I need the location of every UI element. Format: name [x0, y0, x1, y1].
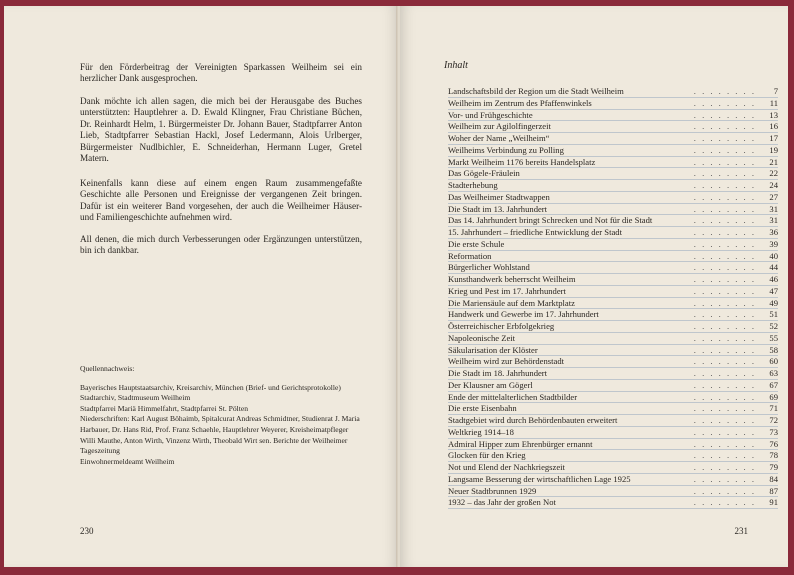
toc-entry-title: Die Mariensäule auf dem Marktplatz	[448, 297, 575, 308]
toc-entry-title: Die erste Eisenbahn	[448, 403, 517, 414]
toc-entry	[448, 427, 778, 439]
sources-section	[80, 364, 362, 467]
toc-entry-title: Landschaftsbild der Region um die Stadt Weilheim	[448, 86, 624, 96]
toc-leader-dots: . . . . . . . .	[693, 450, 756, 461]
toc-entry	[448, 262, 778, 274]
toc-entry-page: 31	[769, 203, 778, 214]
toc-entry-title: Das Gögele-Fräulein	[448, 168, 520, 179]
toc-entry-page: 27	[769, 191, 778, 202]
toc-entry	[448, 356, 778, 368]
toc-entry-page: 21	[769, 156, 778, 167]
toc-leader-dots: . . . . . . . .	[693, 180, 756, 190]
toc-entry-page: 91	[769, 497, 778, 508]
toc-entry-title: Stadterhebung	[448, 180, 498, 190]
toc-leader-dots: . . . . . . . .	[693, 473, 756, 484]
toc-entry-page: 39	[769, 238, 778, 249]
toc-leader-dots: . . . . . . . .	[693, 156, 756, 167]
toc-entry-title: Markt Weilheim 1176 bereits Handelsplatz	[448, 156, 596, 167]
toc-entry-page: 49	[769, 297, 778, 308]
toc-leader-dots: . . . . . . . .	[693, 321, 756, 331]
toc-entry-page: 31	[769, 215, 778, 226]
toc-entry-title: Das Weilheimer Stadtwappen	[448, 191, 550, 202]
source-entry: Einwohnermeldeamt Weilheim	[80, 456, 175, 466]
toc-entry-title: Weltkrieg 1914–18	[448, 426, 514, 437]
source-entry: Bayerisches Hauptstaatsarchiv, Kreisarchiv, München (Brief- und Gerichtsprotokolle)	[80, 382, 341, 392]
toc-leader-dots: . . . . . . . .	[693, 485, 756, 496]
toc-entry-title: Vor- und Frühgeschichte	[448, 109, 533, 120]
toc-entry-page: 71	[769, 403, 778, 414]
toc-leader-dots: . . . . . . . .	[693, 203, 756, 214]
toc-entry-title: 1932 – das Jahr der großen Not	[448, 497, 556, 508]
toc-entry-page: 47	[769, 285, 778, 296]
toc-entry-page: 63	[769, 368, 778, 378]
toc-entry-title: 15. Jahrhundert – friedliche Entwicklung der Stadt	[448, 227, 622, 237]
toc-leader-dots: . . . . . . . .	[693, 438, 756, 449]
toc-entry	[448, 239, 778, 251]
toc-entry-title: Not und Elend der Nachkriegszeit	[448, 462, 565, 472]
toc-entry-page: 13	[769, 109, 778, 120]
toc-entry-page: 24	[769, 180, 778, 190]
toc-entry-page: 60	[769, 356, 778, 367]
toc-entry	[448, 486, 778, 498]
toc-leader-dots: . . . . . . . .	[693, 297, 756, 308]
toc-leader-dots: . . . . . . . .	[693, 415, 756, 425]
toc-entry	[448, 497, 778, 509]
toc-entry-title: Reformation	[448, 250, 492, 261]
toc-entry-page: 76	[769, 438, 778, 449]
toc-entry-title: Woher der Name „Weilheim“	[448, 133, 550, 143]
toc-entry-title: Langsame Besserung der wirtschaftlichen Lage 1925	[448, 473, 631, 484]
toc-leader-dots: . . . . . . . .	[693, 144, 756, 155]
toc-entry	[448, 110, 778, 122]
toc-entry-title: Das 14. Jahrhundert bringt Schrecken und Not für die Stadt	[448, 215, 653, 226]
toc-leader-dots: . . . . . . . .	[693, 462, 756, 472]
toc-entry-title: Bürgerlicher Wohlstand	[448, 262, 530, 273]
toc-entry-page: 78	[769, 450, 778, 461]
toc-entry-page: 84	[769, 473, 778, 484]
toc-entry-title: Neuer Stadtbrunnen 1929	[448, 485, 537, 496]
toc-entry	[448, 121, 778, 133]
toc-entry-page: 67	[769, 379, 778, 390]
toc-leader-dots: . . . . . . . .	[693, 356, 756, 367]
toc-entry	[448, 192, 778, 204]
toc-leader-dots: . . . . . . . .	[693, 121, 756, 132]
contents-heading: Inhalt	[444, 60, 468, 71]
toc-entry	[448, 157, 778, 169]
toc-entry	[448, 251, 778, 263]
toc-entry-page: 7	[773, 86, 778, 96]
toc-leader-dots: . . . . . . . .	[693, 274, 756, 284]
toc-entry	[448, 462, 778, 474]
right-page	[400, 6, 788, 567]
toc-entry-title: Weilheim zur Agilolfingerzeit	[448, 121, 551, 132]
toc-entry-title: Kunsthandwerk beherrscht Weilheim	[448, 274, 576, 284]
toc-entry-page: 73	[769, 426, 778, 437]
toc-leader-dots: . . . . . . . .	[693, 368, 756, 378]
toc-entry-title: Die Stadt im 13. Jahrhundert	[448, 203, 548, 214]
toc-entry-page: 16	[769, 121, 778, 132]
toc-entry	[448, 286, 778, 298]
toc-entry-page: 36	[769, 227, 778, 237]
acknowledgements-paragraph: Dank möchte ich allen sagen, die mich bei der Herausgabe des Buches unterstützten: Hauptlehrer a. D. Ewald Klingner, Frau Christiane Büchen, Dr. Reinhardt Helm, 1. Bürgermeister Dr. Johann Bauer, Stadtpfarrer Anton Lieb, Stadtpfarrer Sebastian Hackl, Josef Ledermann, Alois Urlberger, Bürgermeister Nudlbichler, E. Schneiderhan, Hermann Luger, Gretel Matern.	[80, 96, 362, 164]
sources-heading: Quellennachweis:	[80, 364, 135, 373]
toc-entry-page: 44	[769, 262, 778, 273]
toc-entry	[448, 345, 778, 357]
toc-entry	[448, 392, 778, 404]
toc-entry-title: Krieg und Pest im 17. Jahrhundert	[448, 285, 566, 296]
toc-entry-title: Napoleonische Zeit	[448, 332, 516, 343]
toc-entry-title: Säkularisation der Klöster	[448, 344, 538, 355]
left-page	[4, 6, 399, 567]
toc-entry	[448, 133, 778, 145]
toc-entry	[448, 439, 778, 451]
toc-leader-dots: . . . . . . . .	[693, 250, 756, 261]
toc-entry-page: 79	[769, 462, 778, 472]
toc-leader-dots: . . . . . . . .	[693, 191, 756, 202]
toc-entry	[448, 180, 778, 192]
page-number-right: 231	[734, 526, 748, 536]
toc-entry-page: 72	[769, 415, 778, 425]
toc-leader-dots: . . . . . . . .	[693, 168, 756, 179]
toc-entry	[448, 298, 778, 310]
toc-leader-dots: . . . . . . . .	[693, 109, 756, 120]
toc-entry-title: Weilheim wird zur Behördenstadt	[448, 356, 565, 367]
toc-entry	[448, 168, 778, 180]
toc-entry-page: 17	[769, 133, 778, 143]
toc-entry-title: Admiral Hipper zum Ehrenbürger ernannt	[448, 438, 593, 449]
toc-entry-page: 55	[769, 332, 778, 343]
toc-leader-dots: . . . . . . . .	[693, 215, 756, 226]
page-number-left: 230	[80, 526, 94, 536]
source-entry: Stadtarchiv, Stadtmuseum Weilheim	[80, 393, 191, 403]
toc-entry	[448, 274, 778, 286]
toc-entry-title: Handwerk und Gewerbe im 17. Jahrhundert	[448, 309, 599, 320]
toc-entry-page: 69	[769, 391, 778, 402]
toc-entry	[448, 403, 778, 415]
source-entry: Niederschriften: Karl August Böhaimb, Spitalcurat Andreas Schmidtner, Studienrat J. Maria Harbauer, Dr. Hans Rid, Prof. Franz Schaehle, Hauptlehrer Weyerer, Kreisheimatpfleger Willi Mauthe, Anton Wirth, Vinzenz Wirth, Theobald Wirt sen. Berichte der Weilheimer Tageszeitung	[80, 414, 360, 456]
toc-entry-title: Die erste Schule	[448, 238, 505, 249]
toc-leader-dots: . . . . . . . .	[693, 309, 756, 320]
toc-leader-dots: . . . . . . . .	[693, 262, 756, 273]
toc-entry-page: 58	[769, 344, 778, 355]
toc-entry-page: 46	[769, 274, 778, 284]
toc-leader-dots: . . . . . . . .	[693, 379, 756, 390]
toc-leader-dots: . . . . . . . .	[693, 285, 756, 296]
toc-entry-title: Ende der mittelalterlichen Stadtbilder	[448, 391, 578, 402]
toc-leader-dots: . . . . . . . .	[693, 86, 756, 96]
toc-leader-dots: . . . . . . . .	[693, 238, 756, 249]
toc-entry-title: Stadtgebiet wird durch Behördenbauten erweitert	[448, 415, 618, 425]
toc-leader-dots: . . . . . . . .	[693, 403, 756, 414]
toc-entry	[448, 86, 778, 98]
toc-leader-dots: . . . . . . . .	[693, 133, 756, 143]
toc-entry-page: 19	[769, 144, 778, 155]
toc-entry	[448, 98, 778, 110]
toc-entry-page: 40	[769, 250, 778, 261]
toc-entry-title: Der Klausner am Gögerl	[448, 379, 533, 390]
toc-entry-page: 11	[769, 97, 778, 108]
toc-entry-title: Weilheim im Zentrum des Pfaffenwinkels	[448, 97, 592, 108]
toc-entry	[448, 215, 778, 227]
toc-entry-page: 87	[769, 485, 778, 496]
gratitude-paragraph: All denen, die mich durch Verbesserungen oder Ergänzungen unterstützen, bin ich dankbar.	[80, 234, 362, 256]
toc-leader-dots: . . . . . . . .	[693, 391, 756, 402]
toc-entry	[448, 227, 778, 239]
sponsor-thanks-paragraph: Für den Förderbeitrag der Vereinigten Sparkassen Weilheim sei ein herzlicher Dank ausgesprochen.	[80, 62, 362, 84]
toc-entry-page: 22	[769, 168, 778, 179]
toc-entry-title: Glocken für den Krieg	[448, 450, 526, 461]
toc-leader-dots: . . . . . . . .	[693, 97, 756, 108]
toc-leader-dots: . . . . . . . .	[693, 426, 756, 437]
toc-entry	[448, 415, 778, 427]
toc-entry	[448, 145, 778, 157]
toc-entry	[448, 309, 778, 321]
toc-entry-page: 51	[769, 309, 778, 320]
toc-entry	[448, 380, 778, 392]
toc-leader-dots: . . . . . . . .	[693, 497, 756, 508]
toc-entry-title: Die Stadt im 18. Jahrhundert	[448, 368, 548, 378]
toc-entry-title: Österreichischer Erbfolgekrieg	[448, 321, 555, 331]
toc-entry	[448, 450, 778, 462]
table-of-contents	[448, 86, 778, 509]
toc-entry-page: 52	[769, 321, 778, 331]
toc-entry	[448, 333, 778, 345]
toc-entry-title: Weilheims Verbindung zu Polling	[448, 144, 564, 155]
toc-entry	[448, 321, 778, 333]
toc-entry	[448, 204, 778, 216]
toc-leader-dots: . . . . . . . .	[693, 227, 756, 237]
toc-leader-dots: . . . . . . . .	[693, 332, 756, 343]
toc-leader-dots: . . . . . . . .	[693, 344, 756, 355]
scope-paragraph: Keinenfalls kann diese auf einem engen Raum zusammengefaßte Geschichte alle Personen und Ereignisse der vergangenen Zeit bringen. Dafür ist ein weiterer Band vorgesehen, der auch die Weilheimer Häuser- und Familiengeschichte aufnehmen wird.	[80, 178, 362, 223]
source-entry: Stadtpfarrei Mariä Himmelfahrt, Stadtpfarrei St. Pölten	[80, 403, 249, 413]
toc-entry	[448, 368, 778, 380]
toc-entry	[448, 474, 778, 486]
